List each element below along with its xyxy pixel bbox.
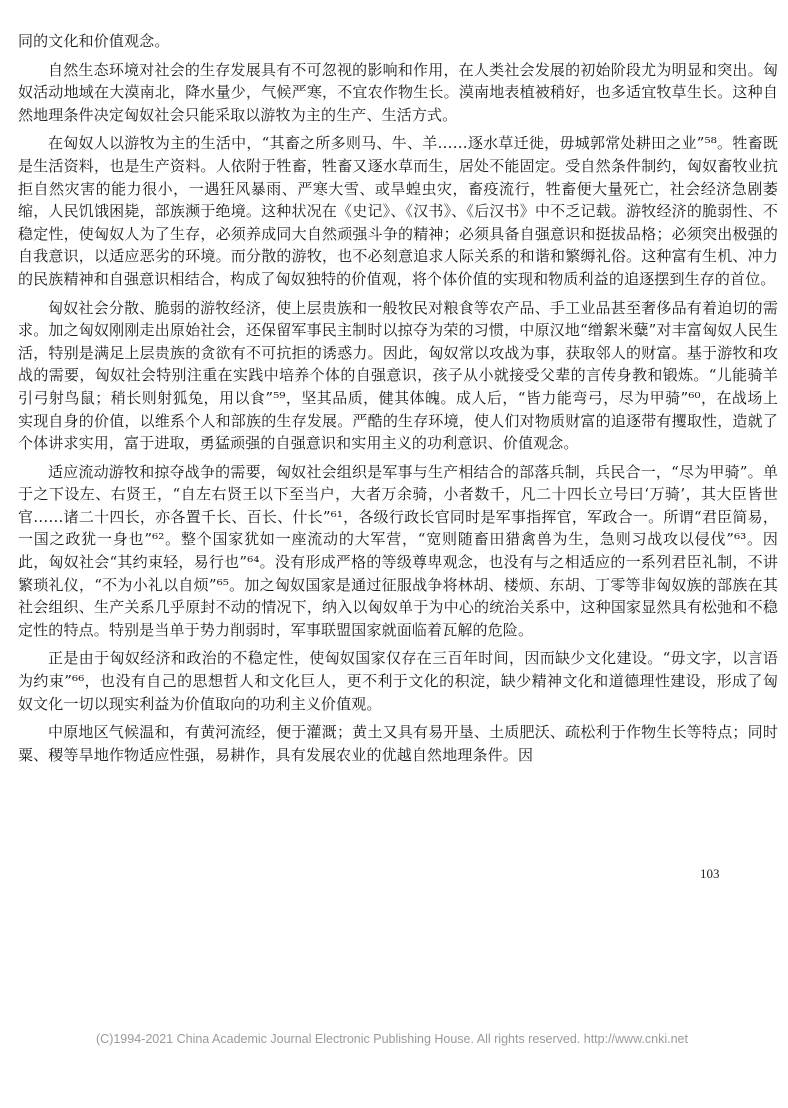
article-body xyxy=(18,30,778,766)
paragraph-social-organization: 适应流动游牧和掠夺战争的需要，匈奴社会组织是军事与生产相结合的部落兵制，兵民合一，“尽为甲骑”。单于之下设左、右贤王，“自左右贤王以下至当户，大者万余骑，小者数千，凡二十四长立号曰‘万骑’，其大臣皆世官……诸二十四长，亦各置千长、百长、什长”⁶¹，各级行政长官同时是军事指挥官，军政合一。所谓“君臣简易，一国之政犹一身也”⁶²。整个国家犹如一座流动的大军营，“宽则随畜田猎禽兽为生，急则习战攻以侵伐”⁶³。因此，匈奴社会“其约束轻，易行也”⁶⁴。没有形成严格的等级尊卑观念，也没有与之相适应的一系列君臣礼制，不讲繁琐礼仪，“不为小礼以自烦”⁶⁵。加之匈奴国家是通过征服战争将林胡、楼烦、东胡、丁零等非匈奴族的部族在其社会组织、生产关系几乎原封不动的情况下，纳入以匈奴单于为中心的统治关系中，这种国家显然具有松弛和不稳定性的特点。特别是当单于势力削弱时，军事联盟国家就面临着瓦解的危险。 xyxy=(18,462,778,639)
paragraph-economy: 匈奴社会分散、脆弱的游牧经济，使上层贵族和一般牧民对粮食等农产品、手工业品甚至奢侈品有着迫切的需求。加之匈奴刚刚走出原始社会，还保留军事民主制时以掠夺为荣的习惯，中原汉地“缯絮米糵”对丰富匈奴人民生活，特别是满足上层贵族的贪欲有不可抗拒的诱惑力。因此，匈奴常以攻战为事，获取邻人的财富。基于游牧和攻战的需要，匈奴社会特别注重在实践中培养个体的自强意识，孩子从小就接受父辈的言传身教和锻炼。“儿能骑羊引弓射鸟鼠；稍长则射狐兔，用以食”⁵⁹，坚其品质，健其体魄。成人后，“皆力能弯弓，尽为甲骑”⁶⁰，在战场上实现自身的价值，以维系个人和部族的生存发展。严酷的生存环境，使人们对物质财富的追逐带有攫取性，造就了个体讲求实用，富于进取，勇猛顽强的自强意识和实用主义的功利意识、价值观念。 xyxy=(18,298,778,453)
paragraph-nomadic-life: 在匈奴人以游牧为主的生活中，“其畜之所多则马、牛、羊……逐水草迁徙，毋城郭常处耕田之业”⁵⁸。牲畜既是生活资料，也是生产资料。人依附于牲畜，牲畜又逐水草而生，居处不能固定。受自然条件制约，匈奴畜牧业抗拒自然灾害的能力很小，一遇狂风暴雨、严寒大雪、或旱蝗虫灾，畜疫流行，牲畜便大量死亡，社会经济急剧萎缩，人民饥饿困毙，部族濒于绝境。这种状况在《史记》、《汉书》、《后汉书》中不乏记载。游牧经济的脆弱性、不稳定性，使匈奴人为了生存，必须养成同大自然顽强斗争的精神；必须具备自强意识和挺拔品格；必须突出极强的自我意识，以适应恶劣的环境。而分散的游牧，也不必刻意追求人际关系的和谐和繁缛礼俗。这种富有生机、冲力的民族精神和自强意识相结合，构成了匈奴独特的价值观，将个体价值的实现和物质利益的追逐摆到生存的首位。 xyxy=(18,134,778,288)
paragraph-continuation: 同的文化和价值观念。 xyxy=(18,32,170,50)
copyright-footer: (C)1994-2021 China Academic Journal Electronic Publishing House. All rights reserved. http://www.cnki.net xyxy=(96,1032,688,1046)
page-number: 103 xyxy=(700,866,720,881)
paragraph-instability: 正是由于匈奴经济和政治的不稳定性，使匈奴国家仅存在三百年时间，因而缺少文化建设。“毋文字，以言语为约束”⁶⁶，也没有自己的思想哲人和文化巨人，更不利于文化的积淀，缺少精神文化和道德理性建设，形成了匈奴文化一切以现实利益为价值取向的功利主义价值观。 xyxy=(18,649,778,713)
paragraph-ecology: 自然生态环境对社会的生存发展具有不可忽视的影响和作用，在人类社会发展的初始阶段尤为明显和突出。匈奴活动地域在大漠南北，降水量少，气候严寒，不宜农作物生长。漠南地表植被稍好，也多适宜牧草生长。这种自然地理条件决定匈奴社会只能采取以游牧为主的生产、生活方式。 xyxy=(18,60,778,124)
paragraph-central-plains: 中原地区气候温和，有黄河流经，便于灌溉；黄土又具有易开垦、土质肥沃、疏松利于作物生长等特点；同时粟、稷等旱地作物适应性强，易耕作，具有发展农业的优越自然地理条件。因 xyxy=(18,723,778,764)
